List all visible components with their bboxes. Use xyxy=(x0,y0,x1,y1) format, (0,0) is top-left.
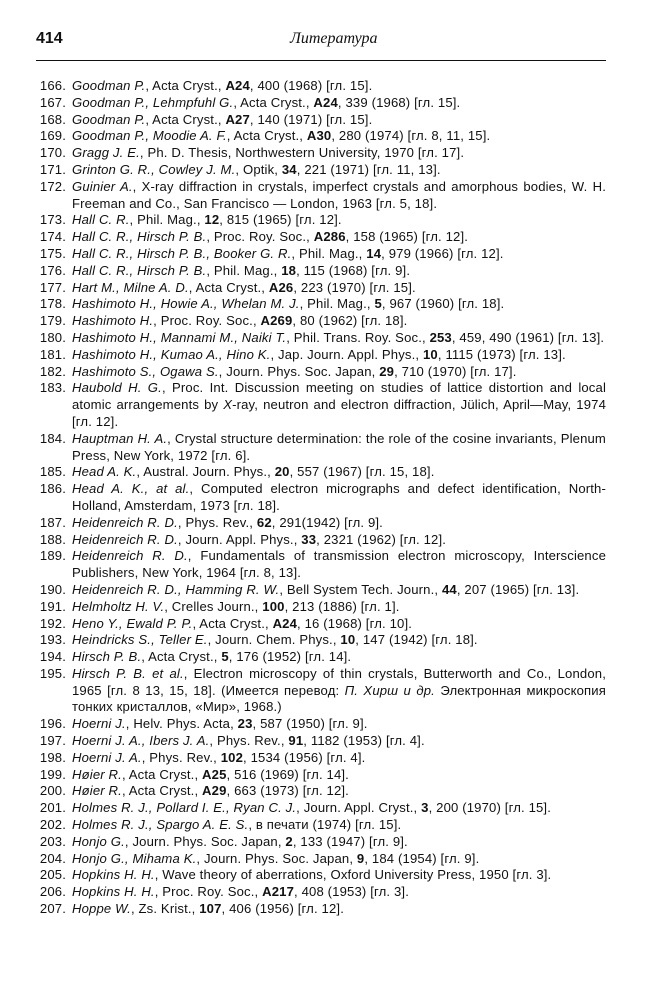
reference-authors: Heindricks S., Teller E. xyxy=(72,632,208,648)
reference-text: , Electron microscopy of thin crystals, Butterworth and Co., London, 1965 [гл. 8 13, 15, 18]. (Имеется перевод: xyxy=(72,665,606,698)
reference-entry xyxy=(36,481,606,515)
reference-text: , в печати (1974) [гл. 15]. xyxy=(248,817,402,833)
reference-number: 173. xyxy=(39,212,66,228)
reference-text: , Journ. Appl. Phys., xyxy=(177,531,302,547)
reference-authors: Gragg J. E. xyxy=(72,145,140,161)
reference-volume: 107 xyxy=(199,901,222,917)
reference-text: , 147 (1942) [гл. 18]. xyxy=(355,632,478,648)
reference-text: , Phil. Mag., xyxy=(129,212,205,228)
reference-number: 192. xyxy=(39,615,66,631)
reference-volume: 10 xyxy=(340,632,356,648)
reference-volume: 5 xyxy=(221,649,229,665)
reference-entry xyxy=(36,515,606,532)
reference-text: , Jap. Journ. Appl. Phys., xyxy=(270,346,423,362)
reference-authors: Hoerni J. xyxy=(72,716,126,732)
reference-volume: 23 xyxy=(237,716,253,732)
reference-number: 205. xyxy=(39,867,66,883)
reference-authors: Hopkins H. H. xyxy=(72,867,155,883)
reference-text: , 200 (1970) [гл. 15]. xyxy=(428,800,552,816)
reference-entry xyxy=(36,649,606,666)
reference-authors: Heidenreich R. D., Hamming R. W. xyxy=(72,581,280,597)
reference-entry xyxy=(36,464,606,481)
reference-entry xyxy=(36,128,606,145)
reference-number: 169. xyxy=(39,128,66,144)
reference-entry xyxy=(36,716,606,733)
reference-text: , Wave theory of aberrations, Oxford University Press, 1950 [гл. 3]. xyxy=(154,867,552,883)
reference-entry xyxy=(36,548,606,582)
reference-volume: 12 xyxy=(204,212,220,228)
reference-authors: Grinton G. R., Cowley J. M. xyxy=(72,161,236,177)
reference-text: , Journ. Phys. Soc. Japan, xyxy=(218,363,380,379)
reference-number: 185. xyxy=(39,464,66,480)
reference-text: , Acta Cryst., xyxy=(141,649,222,665)
reference-authors: Hoppe W. xyxy=(72,901,131,917)
reference-entry xyxy=(36,112,606,129)
reference-volume: 253 xyxy=(429,329,452,345)
page-number: 414 xyxy=(36,30,63,47)
reference-entry xyxy=(36,733,606,750)
reference-entry xyxy=(36,901,606,918)
reference-entry xyxy=(36,78,606,95)
reference-entry xyxy=(36,884,606,901)
reference-text: , 176 (1952) [гл. 14]. xyxy=(228,649,352,665)
reference-volume: 62 xyxy=(256,514,272,530)
reference-text: , 408 (1953) [гл. 3]. xyxy=(294,884,410,900)
reference-volume: A29 xyxy=(202,783,227,799)
reference-text: , 339 (1968) [гл. 15]. xyxy=(337,94,461,110)
reference-text: , 587 (1950) [гл. 9]. xyxy=(252,716,368,732)
reference-number: 197. xyxy=(39,733,66,749)
reference-text: , Phys. Rev., xyxy=(177,514,257,530)
reference-entry xyxy=(36,431,606,465)
running-title: Литература xyxy=(290,30,378,47)
reference-authors: Head A. K., at al. xyxy=(72,481,190,497)
reference-authors: Goodman P., Lehmpfuhl G. xyxy=(72,94,234,110)
reference-authors: Hall C. R., Hirsch P. B. xyxy=(72,262,207,278)
reference-text: , 280 (1974) [гл. 8, 11, 15]. xyxy=(331,128,491,144)
reference-authors: Heidenreich R. D. xyxy=(72,531,178,547)
reference-number: 189. xyxy=(39,548,66,564)
reference-number: 195. xyxy=(39,665,66,681)
reference-number: 170. xyxy=(39,145,66,161)
reference-text: , Optik, xyxy=(235,161,282,177)
reference-text: , X-ray diffraction in crystals, imperfect crystals and amorphous bodies, W. H. Freeman and Co., San Francisco — London, 1963 [гл. 5, 18]. xyxy=(72,178,606,211)
reference-authors: Head A. K. xyxy=(72,464,137,480)
reference-text: , 2321 (1962) [гл. 12]. xyxy=(316,531,447,547)
reference-volume: 5 xyxy=(374,296,382,312)
reference-volume: A286 xyxy=(313,229,346,245)
reference-authors: Hall C. R. xyxy=(72,212,130,228)
reference-text: , Acta Cryst., xyxy=(121,783,203,799)
reference-text: , Acta Cryst., xyxy=(188,279,269,295)
reference-text: , 80 (1962) [гл. 18]. xyxy=(292,313,408,329)
reference-list xyxy=(36,78,606,918)
reference-text: , 710 (1970) [гл. 17]. xyxy=(394,363,517,379)
reference-authors: Hauptman H. A. xyxy=(72,430,168,446)
reference-volume: 91 xyxy=(288,733,304,749)
reference-authors: Hashimoto H., Howie A., Whelan M. J. xyxy=(72,296,300,312)
reference-number: 198. xyxy=(39,749,66,765)
reference-number: 179. xyxy=(39,313,66,329)
reference-entry xyxy=(36,179,606,213)
reference-text: , Acta Cryst., xyxy=(145,78,226,93)
reference-number: 196. xyxy=(39,716,66,732)
reference-text: , Computed electron micrographs and defect identification, North-Holland, Amsterdam, 1973 [гл. 18]. xyxy=(72,481,606,513)
reference-text: , Proc. Roy. Soc., xyxy=(206,229,314,245)
reference-text: , Proc. Roy. Soc., xyxy=(153,313,261,329)
reference-authors: П. Хирш и др. xyxy=(344,682,435,698)
reference-text: , 406 (1956) [гл. 12]. xyxy=(221,901,344,917)
reference-text: , 815 (1965) [гл. 12]. xyxy=(219,212,342,228)
reference-text: , Acta Cryst., xyxy=(192,615,273,631)
reference-entry xyxy=(36,632,606,649)
reference-entry xyxy=(36,330,606,347)
reference-volume: A26 xyxy=(268,279,294,295)
reference-text: , Phil. Trans. Roy. Soc., xyxy=(286,329,430,345)
reference-entry xyxy=(36,229,606,246)
reference-volume: A24 xyxy=(313,94,338,110)
reference-authors: Guinier A. xyxy=(72,178,133,194)
reference-authors: Holmes R. J., Spargo A. E. S. xyxy=(72,817,249,833)
reference-authors: Hashimoto H., Mannami M., Naiki T. xyxy=(72,329,287,345)
reference-entry xyxy=(36,145,606,162)
reference-volume: 100 xyxy=(262,598,285,614)
reference-authors: Hall C. R., Hirsch P. B., Booker G. R. xyxy=(72,245,292,261)
reference-entry xyxy=(36,313,606,330)
reference-entry xyxy=(36,666,606,716)
reference-authors: Holmes R. J., Pollard I. E., Ryan C. J. xyxy=(72,800,297,816)
reference-text: , Zs. Krist., xyxy=(130,901,200,917)
reference-number: 168. xyxy=(39,111,66,127)
reference-text: , Austral. Journ. Phys., xyxy=(136,464,275,480)
reference-authors: Høier R. xyxy=(72,783,122,799)
reference-entry xyxy=(36,834,606,851)
reference-number: 194. xyxy=(39,649,66,665)
reference-volume: 3 xyxy=(421,800,429,816)
reference-text: , Acta Cryst., xyxy=(233,94,314,110)
reference-entry xyxy=(36,867,606,884)
reference-text: , 1534 (1956) [гл. 4]. xyxy=(243,749,366,765)
reference-text: , Phil. Mag., xyxy=(291,245,367,261)
reference-text: , Phil. Mag., xyxy=(299,296,375,312)
reference-text: , 213 (1886) [гл. 1]. xyxy=(284,598,400,614)
reference-text: , 400 (1968) [гл. 15]. xyxy=(249,78,373,93)
reference-authors: Hirsch P. B. et al. xyxy=(72,665,184,681)
reference-volume: 20 xyxy=(274,464,290,480)
reference-authors: Goodman P. xyxy=(72,78,146,93)
reference-text: , 459, 490 (1961) [гл. 13]. xyxy=(451,329,605,345)
reference-text: , Journ. Phys. Soc. Japan, xyxy=(196,850,357,866)
reference-number: 193. xyxy=(39,632,66,648)
reference-authors: Helmholtz H. V. xyxy=(72,598,165,614)
reference-number: 191. xyxy=(39,598,66,614)
reference-volume: A30 xyxy=(306,128,332,144)
reference-text: , 133 (1947) [гл. 9]. xyxy=(292,833,408,849)
reference-authors: Hall C. R., Hirsch P. B. xyxy=(72,229,207,245)
reference-number: 181. xyxy=(39,346,66,362)
reference-volume: 9 xyxy=(356,850,365,866)
reference-volume: 2 xyxy=(285,833,293,849)
reference-number: 166. xyxy=(39,78,66,93)
reference-number: 202. xyxy=(39,817,66,833)
reference-number: 175. xyxy=(39,245,66,261)
reference-text: , Journ. Phys. Soc. Japan, xyxy=(124,833,286,849)
reference-volume: A24 xyxy=(225,78,250,93)
reference-authors: Heno Y., Ewald P. P. xyxy=(72,615,193,631)
reference-text: , Crelles Journ., xyxy=(164,598,263,614)
reference-number: 200. xyxy=(39,783,66,799)
reference-number: 203. xyxy=(39,833,66,849)
reference-number: 184. xyxy=(39,430,66,446)
reference-text: , 1115 (1973) [гл. 13]. xyxy=(437,346,566,362)
reference-entry xyxy=(36,347,606,364)
reference-volume: 102 xyxy=(220,749,244,765)
reference-authors: Haubold H. G. xyxy=(72,380,162,396)
reference-authors: Høier R. xyxy=(72,766,122,782)
reference-authors: Hoerni J. A., Ibers J. A. xyxy=(72,733,210,749)
reference-text: , 207 (1965) [гл. 13]. xyxy=(456,581,580,597)
reference-text: , 663 (1973) [гл. 12]. xyxy=(226,783,349,799)
reference-text: , 291(1942) [гл. 9]. xyxy=(271,514,383,530)
reference-authors: Honjo G., Mihama K. xyxy=(72,850,197,866)
reference-text: , 979 (1966) [гл. 12]. xyxy=(381,245,504,261)
reference-number: 188. xyxy=(39,531,66,547)
reference-entry xyxy=(36,750,606,767)
reference-entry xyxy=(36,582,606,599)
reference-number: 171. xyxy=(39,161,66,177)
reference-volume: 33 xyxy=(301,531,317,547)
reference-number: 177. xyxy=(39,279,66,295)
reference-volume: A24 xyxy=(272,615,298,631)
reference-entry xyxy=(36,162,606,179)
reference-number: 187. xyxy=(39,514,66,530)
reference-authors: Hoerni J. A. xyxy=(72,749,142,765)
reference-entry xyxy=(36,532,606,549)
reference-volume: 34 xyxy=(281,161,297,177)
reference-text: , Phil. Mag., xyxy=(206,262,282,278)
reference-text: , Phys. Rev., xyxy=(209,733,289,749)
reference-volume: 10 xyxy=(423,346,438,362)
reference-authors: Goodman P., Moodie A. F. xyxy=(72,128,227,144)
reference-number: 172. xyxy=(39,178,66,194)
reference-text: , 115 (1968) [гл. 9]. xyxy=(296,262,411,278)
reference-text: , Acta Cryst., xyxy=(121,766,203,782)
reference-text: , Phys. Rev., xyxy=(141,749,221,765)
reference-entry xyxy=(36,280,606,297)
reference-authors: Hashimoto H., Kumao A., Hino K. xyxy=(72,346,271,362)
reference-number: 176. xyxy=(39,262,66,278)
header-rule xyxy=(36,60,606,61)
reference-entry xyxy=(36,246,606,263)
reference-number: 186. xyxy=(39,481,66,497)
reference-authors: Heidenreich R. D. xyxy=(72,548,188,564)
reference-text: -ray, neutron and electron diffraction, Jülich, April—May, 1974 [гл. 12]. xyxy=(72,397,606,429)
reference-number: 207. xyxy=(39,901,66,917)
reference-text: , Helv. Phys. Acta, xyxy=(125,716,238,732)
reference-text: , 967 (1960) [гл. 18]. xyxy=(381,296,505,312)
reference-entry xyxy=(36,599,606,616)
reference-entry xyxy=(36,851,606,868)
reference-text: , Proc. Roy. Soc., xyxy=(154,884,263,900)
reference-authors: Hopkins H. H. xyxy=(72,884,155,900)
reference-text: , 223 (1970) [гл. 15]. xyxy=(293,279,416,295)
reference-text: Электронная микроскопия тонких кристаллов, «Мир», 1968.) xyxy=(72,682,606,715)
reference-text: , Ph. D. Thesis, Northwestern University, 1970 [гл. 17]. xyxy=(139,145,465,161)
reference-authors: Hirsch P. B. xyxy=(72,649,142,665)
reference-authors: Goodman P. xyxy=(72,111,146,127)
reference-text: , 184 (1954) [гл. 9]. xyxy=(364,850,480,866)
reference-volume: 29 xyxy=(379,363,395,379)
reference-text: , 221 (1971) [гл. 11, 13]. xyxy=(296,161,441,177)
reference-number: 204. xyxy=(39,850,66,866)
reference-number: 190. xyxy=(39,581,66,597)
reference-number: 206. xyxy=(39,884,66,900)
reference-text: , Fundamentals of transmission electron microscopy, Interscience Publishers, New York, 1964 [гл. 8, 13]. xyxy=(72,548,606,581)
reference-authors: Hashimoto H. xyxy=(72,313,154,329)
reference-number: 180. xyxy=(39,329,66,345)
reference-entry xyxy=(36,616,606,633)
reference-authors: Honjo G. xyxy=(72,833,125,849)
reference-entry xyxy=(36,800,606,817)
reference-entry xyxy=(36,783,606,800)
reference-number: 199. xyxy=(39,766,66,782)
reference-volume: 44 xyxy=(441,581,457,597)
reference-text: , 140 (1971) [гл. 15]. xyxy=(249,111,373,127)
reference-text: , Acta Cryst., xyxy=(145,111,226,127)
reference-entry xyxy=(36,212,606,229)
reference-entry xyxy=(36,95,606,112)
reference-volume: 14 xyxy=(366,245,382,261)
reference-text: , Proc. Int. Discussion meeting on studies of lattice distortion and local atomic arrangements by xyxy=(72,380,606,413)
reference-text: , 1182 (1953) [гл. 4]. xyxy=(303,733,425,749)
reference-text: , 16 (1968) [гл. 10]. xyxy=(297,615,413,631)
reference-volume: 18 xyxy=(281,262,297,278)
reference-number: 182. xyxy=(39,363,66,379)
reference-entry xyxy=(36,263,606,280)
reference-text: , 557 (1967) [гл. 15, 18]. xyxy=(289,464,435,480)
reference-text: , Journ. Appl. Cryst., xyxy=(296,800,422,816)
reference-authors: Hart M., Milne A. D. xyxy=(72,279,189,295)
reference-authors: Heidenreich R. D. xyxy=(72,514,178,530)
reference-volume: A217 xyxy=(262,884,295,900)
reference-number: 174. xyxy=(39,229,66,245)
reference-number: 201. xyxy=(39,800,66,816)
reference-entry xyxy=(36,364,606,381)
reference-text: , Crystal structure determination: the role of the cosine invariants, Plenum Press, New York, 1972 [гл. 6]. xyxy=(72,430,606,463)
reference-entry xyxy=(36,380,606,430)
reference-authors: Hashimoto S., Ogawa S. xyxy=(72,363,219,379)
reference-text: , 516 (1969) [гл. 14]. xyxy=(226,766,349,782)
reference-authors: X xyxy=(223,397,233,413)
reference-number: 183. xyxy=(39,380,66,396)
reference-text: , Journ. Chem. Phys., xyxy=(207,632,341,648)
reference-text: , Bell System Tech. Journ., xyxy=(279,581,442,597)
reference-text: , Acta Cryst., xyxy=(226,128,307,144)
reference-text: , 158 (1965) [гл. 12]. xyxy=(345,229,469,245)
page-header xyxy=(36,30,606,54)
reference-number: 167. xyxy=(39,94,66,110)
reference-volume: A269 xyxy=(260,313,293,329)
reference-entry xyxy=(36,767,606,784)
reference-entry xyxy=(36,817,606,834)
reference-number: 178. xyxy=(39,296,66,312)
reference-entry xyxy=(36,296,606,313)
reference-volume: A27 xyxy=(225,111,250,127)
reference-volume: A25 xyxy=(202,766,227,782)
